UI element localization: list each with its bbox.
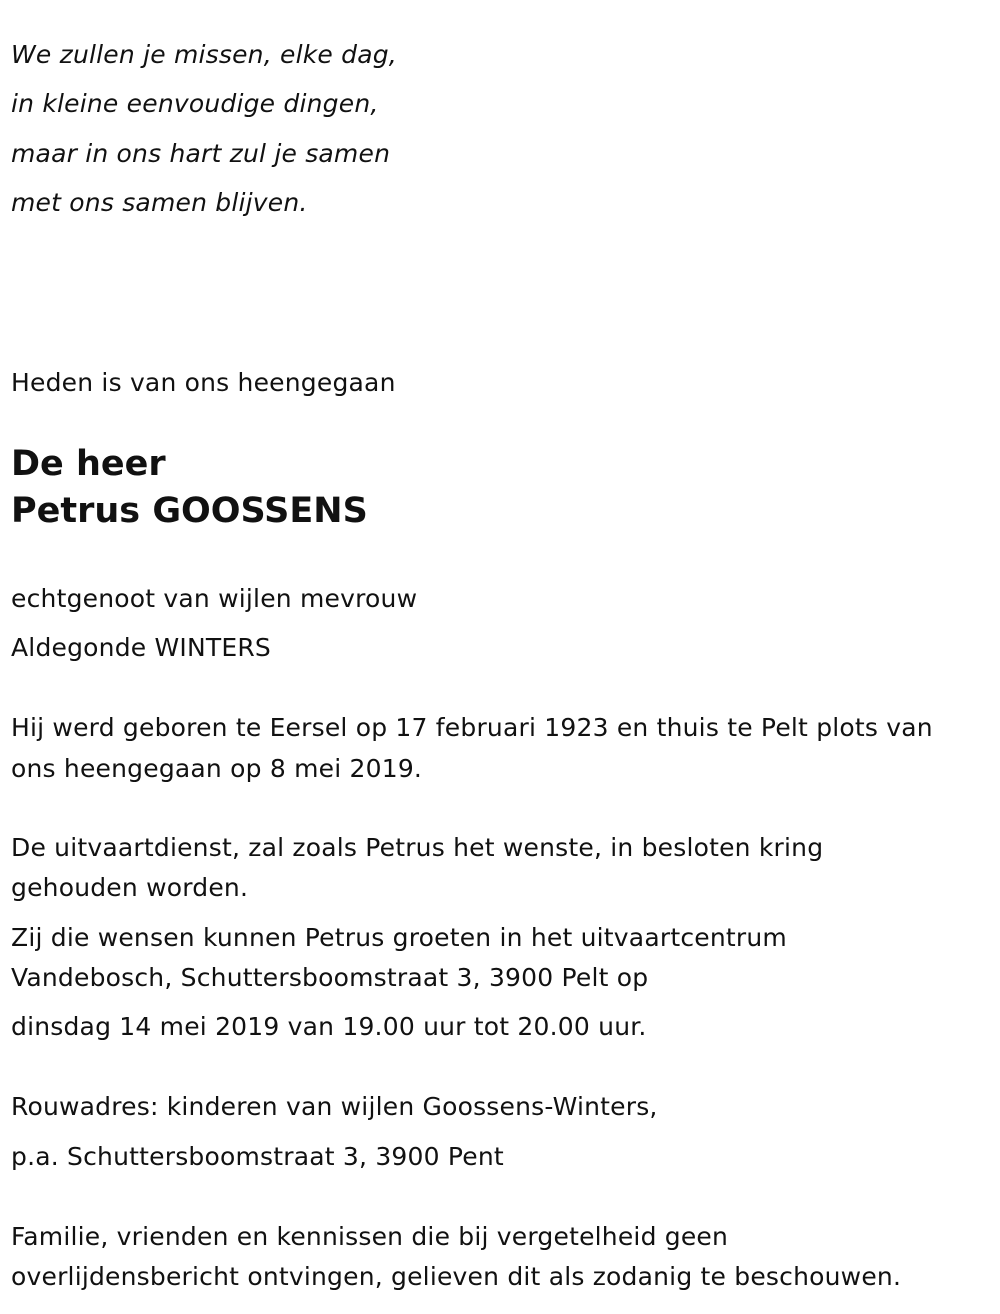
closing-line: overlijdensbericht ontvingen, gelieven dit als zodanig te beschouwen.: [11, 1262, 902, 1291]
poem-line: We zullen je missen, elke dag,: [11, 40, 397, 69]
poem-line: met ons samen blijven.: [11, 188, 308, 217]
birth-death-line: ons heengegaan op 8 mei 2019.: [11, 754, 423, 783]
poem-line: maar in ons hart zul je samen: [11, 139, 391, 168]
service-line: Zij die wensen kunnen Petrus groeten in het uitvaartcentrum: [11, 923, 787, 952]
intro-text: Heden is van ons heengegaan: [11, 368, 396, 397]
service-line: gehouden worden.: [11, 873, 249, 902]
deceased-name: Petrus GOOSSENS: [11, 491, 368, 531]
birth-death-line: Hij werd geboren te Eersel op 17 februari 1923 en thuis te Pelt plots van: [11, 713, 933, 742]
spouse-line: echtgenoot van wijlen mevrouw: [11, 584, 418, 613]
deceased-title: De heer: [11, 444, 166, 484]
service-line: Vandebosch, Schuttersboomstraat 3, 3900 Pelt op: [11, 963, 649, 992]
closing-line: Familie, vrienden en kennissen die bij vergetelheid geen: [11, 1222, 729, 1251]
address-line: p.a. Schuttersboomstraat 3, 3900 Pent: [11, 1142, 504, 1171]
address-line: Rouwadres: kinderen van wijlen Goossens-Winters,: [11, 1092, 658, 1121]
poem-line: in kleine eenvoudige dingen,: [11, 89, 379, 118]
service-line: De uitvaartdienst, zal zoals Petrus het wenste, in besloten kring: [11, 833, 824, 862]
spouse-name: Aldegonde WINTERS: [11, 633, 272, 662]
service-line: dinsdag 14 mei 2019 van 19.00 uur tot 20.00 uur.: [11, 1012, 647, 1041]
